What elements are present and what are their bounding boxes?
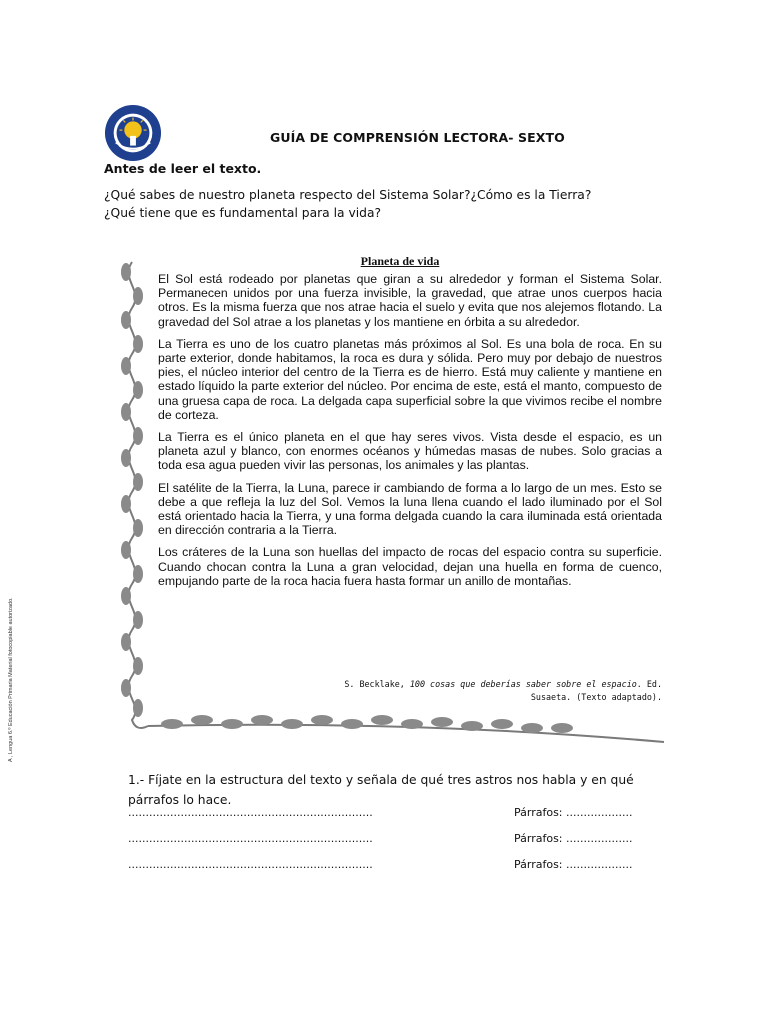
paragraphs-blank[interactable]: Párrafos: ...................: [514, 806, 633, 819]
answer-blank[interactable]: ......................................................................: [128, 806, 373, 819]
paragraphs-blank[interactable]: Párrafos: ...................: [514, 858, 633, 871]
answer-blank[interactable]: ......................................................................: [128, 832, 373, 845]
credit-author: S. Becklake,: [344, 679, 410, 689]
paragraph-4: El satélite de la Tierra, la Luna, parece ir cambiando de forma a lo largo de un mes. Esto se debe a que refleja la luz del Sol. Vemos la luna llena cuando el lado iluminado por el Sol está orientado hacia la Tierra, y una forma delgada cuando la cara iluminada está orientada en dirección contraria a la Tierra.: [158, 480, 662, 538]
before-reading-heading: Antes de leer el texto.: [104, 161, 262, 176]
source-credit: [300, 678, 662, 704]
credit-edition: . Ed.: [636, 679, 662, 689]
paragraph-2: La Tierra es uno de los cuatro planetas más próximos al Sol. Es una bola de roca. En su parte exterior, donde habitamos, la roca es dura y sólida. Pero muy por debajo de nuestros pies, el núcleo interior del centro de la Tierra es de hierro. Está muy caliente y mantiene en estado líquido la parte exterior del núcleo. Por encima de este, está el manto, compuesto de una gruesa capa de roca. La delgada capa superficial sobre la que vivimos recibe el nombre de corteza.: [158, 336, 662, 422]
prereading-question-1: ¿Qué sabes de nuestro planeta respecto del Sistema Solar?¿Cómo es la Tierra?: [104, 188, 592, 202]
credit-publisher: Susaeta. (Texto adaptado).: [530, 692, 662, 702]
credit-book-title: 100 cosas que deberías saber sobre el espacio: [409, 679, 637, 689]
page-title: GUÍA DE COMPRENSIÓN LECTORA- SEXTO: [270, 130, 565, 145]
paragraph-5: Los cráteres de la Luna son huellas del impacto de rocas del espacio contra su superficie. Cuando chocan contra la Luna a gran velocidad, dejan una huella en forma de cuenco, empujando parte de la roca hacia fuera hasta formar un anillo de montañas.: [158, 545, 662, 588]
paragraph-1: El Sol está rodeado por planetas que giran a su alrededor y forman el Sistema Solar. Permanecen unidos por una fuerza invisible, la gravedad, que atrae unos cuerpos hacia otros. Es la misma fuerza que nos atrae hacia el suelo y evita que nos alejemos flotando. La gravedad del Sol atrae a los planetas y los mantiene en órbita a su alrededor.: [158, 272, 662, 329]
paragraphs-blank[interactable]: Párrafos: ...................: [514, 832, 633, 845]
exercise-1-question: 1.- Fíjate en la estructura del texto y señala de qué tres astros nos habla y en qué párrafos lo hace.: [128, 773, 634, 807]
school-logo: [104, 104, 162, 162]
paragraph-3: La Tierra es el único planeta en el que hay seres vivos. Vista desde el espacio, es un planeta azul y blanco, con enormes océanos y húmedas masas de nubes. Solo gracias a toda esa agua pueden vivir las personas, los animales y las plantas.: [158, 430, 662, 473]
reading-title: Planeta de vida: [360, 254, 440, 268]
side-copyright-note: A , Lengua 6.º Educación Primaria Material fotocopiable autorizado.: [8, 597, 14, 762]
answer-blank[interactable]: ......................................................................: [128, 858, 373, 871]
reading-text: [158, 272, 662, 596]
prereading-question-2: ¿Qué tiene que es fundamental para la vida?: [104, 206, 382, 220]
